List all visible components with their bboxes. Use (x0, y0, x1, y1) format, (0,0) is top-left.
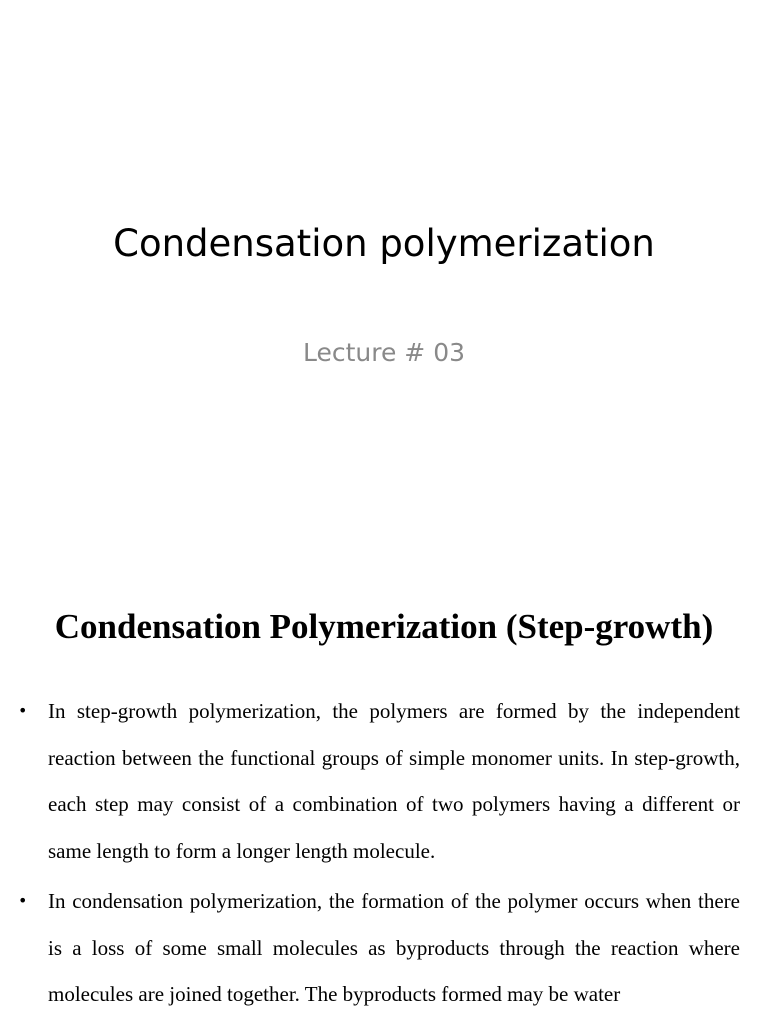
section-heading: Condensation Polymerization (Step-growth) (54, 607, 714, 646)
bullet-marker-icon: • (18, 701, 28, 720)
bullet-text: In step-growth polymerization, the polymers are formed by the independent reaction between the functional groups of simple monomer units. In step-growth, each step may consist of a combination of two polymers having a different or same length to form a longer length molecule. (48, 699, 740, 863)
bullet-item (18, 878, 740, 1018)
bullet-list (0, 688, 768, 1018)
bullet-item (18, 688, 740, 874)
slide-title: Condensation polymerization (113, 222, 655, 265)
bullet-marker-icon: • (18, 891, 28, 910)
bullet-text: In condensation polymerization, the formation of the polymer occurs when there is a loss of some small molecules as byproducts through the reaction where molecules are joined together. The byproducts formed may be water (48, 889, 740, 1006)
slide-subtitle: Lecture # 03 (302, 338, 466, 367)
